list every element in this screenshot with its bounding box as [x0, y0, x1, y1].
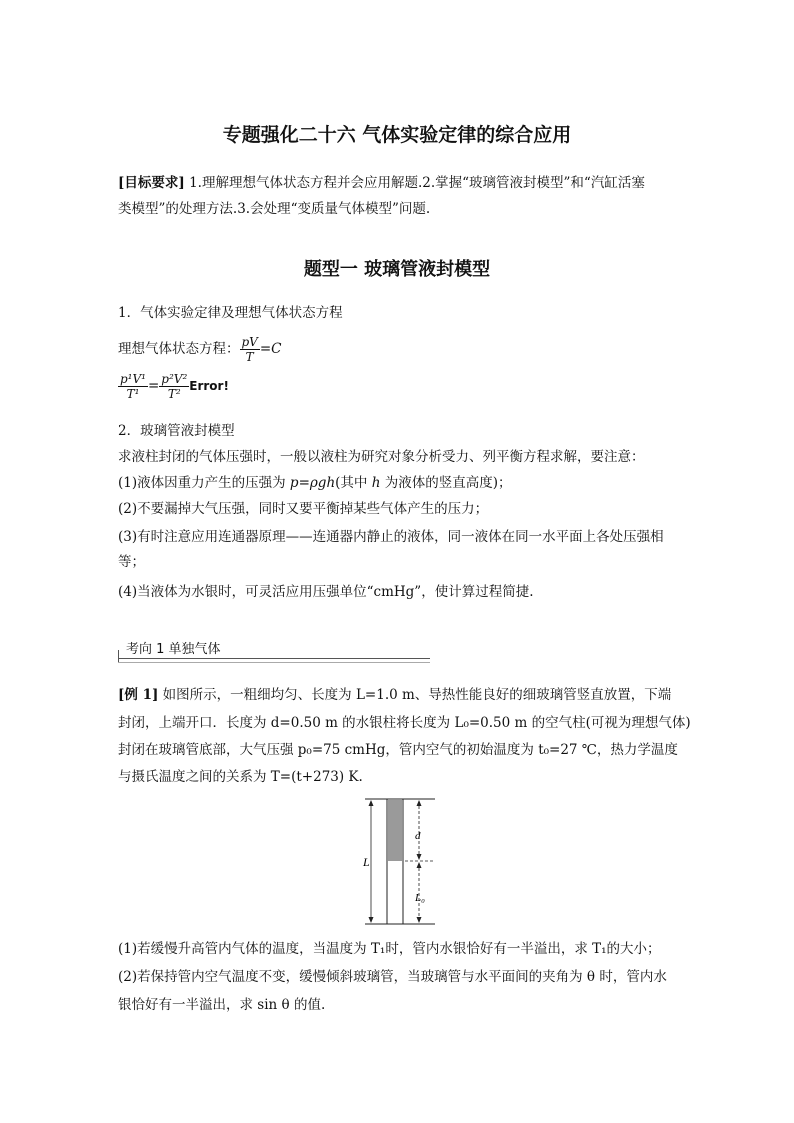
state-equation: [118, 372, 229, 401]
label-L0: L₀: [415, 892, 425, 904]
label-L: L: [363, 855, 370, 869]
paragraph-4: (3)有时注意应用连通器原理——连通器内静止的液体，同一液体在同一水平面上各处压强相: [118, 529, 664, 545]
L-arrow-bottom: [369, 917, 374, 923]
paragraph-5: (4)当液体为水银时，可灵活应用压强单位“cmHg”，使计算过程简捷.: [118, 584, 534, 600]
fraction-numerator: pV: [241, 335, 258, 349]
error-text: Error!: [189, 379, 229, 393]
equals-sign: =: [147, 378, 160, 394]
paragraph-4-cont: 等；: [118, 554, 145, 570]
paragraph-1: 求液柱封闭的气体压强时，一般以液柱为研究对象分析受力、列平衡方程求解，要注意：: [118, 449, 645, 465]
ideal-gas-label: 理想气体状态方程：: [118, 341, 240, 357]
question-2-line-1: (2)若保持管内空气温度不变，缓慢倾斜玻璃管，当玻璃管与水平面间的夹角为 θ 时，管内水: [118, 969, 667, 985]
glass-tube-figure: [355, 795, 445, 930]
left-denominator: T¹: [126, 387, 140, 401]
page-title: 专题强化二十六 气体实验定律的综合应用: [222, 124, 572, 146]
goals-label: [目标要求]: [118, 175, 185, 191]
L0-arrow-top: [417, 862, 422, 868]
ideal-gas-rhs: =C: [259, 341, 282, 357]
label-d: d: [415, 830, 421, 842]
section-bar-label: 考向 1 单独气体: [126, 642, 221, 657]
goals-text-1: 1.理解理想气体状态方程并会应用解题.2.掌握“玻璃管液封模型”和“汽缸活塞: [184, 175, 645, 191]
example-line-1: [118, 684, 671, 706]
example-label: [例 1]: [118, 687, 159, 703]
right-numerator: p²V²: [161, 372, 188, 386]
para2-c: 为液体的竖直高度)；: [380, 475, 512, 491]
section-bar-underline: [118, 662, 430, 663]
paragraph-2: [118, 472, 511, 494]
ideal-gas-fraction: [240, 335, 260, 364]
ideal-gas-equation: [118, 335, 282, 364]
section-title: 题型一 玻璃管液封模型: [303, 259, 491, 280]
right-denominator: T²: [167, 387, 181, 401]
section-bar: [118, 636, 430, 658]
L0-arrow-bottom: [417, 917, 422, 923]
d-arrow-top: [417, 800, 422, 806]
para2-h: h: [371, 475, 381, 491]
paragraph-3: (2)不要漏掉大气压强，同时又要平衡掉某些气体产生的压力；: [118, 501, 489, 517]
example-text-1: 如图所示，一粗细均匀、长度为 L=1.0 m、导热性能良好的细玻璃管竖直放置，下端: [158, 687, 672, 703]
right-fraction: [159, 372, 189, 401]
L-arrow-top: [369, 800, 374, 806]
item-2-heading: 2．玻璃管液封模型: [118, 423, 235, 439]
left-fraction: [118, 372, 148, 401]
question-2-line-2: 银恰好有一半溢出，求 sin θ 的值.: [118, 997, 326, 1013]
mercury-column: [388, 800, 402, 861]
section-bar-tick: [118, 650, 119, 662]
d-arrow-bottom: [417, 854, 422, 860]
para2-a: (1)液体因重力产生的压强为: [118, 475, 290, 491]
goals-line-1: [118, 172, 645, 194]
para2-b: (其中: [335, 475, 372, 491]
goals-line-2: 类模型”的处理方法.3.会处理“变质量气体模型”问题.: [118, 201, 431, 217]
question-1: (1)若缓慢升高管内气体的温度，当温度为 T₁时，管内水银恰好有一半溢出，求 T₁的大小；: [118, 941, 661, 957]
item-1-heading: 1．气体实验定律及理想气体状态方程: [118, 305, 343, 321]
example-line-4: 与摄氏温度之间的关系为 T=(t+273) K.: [118, 769, 363, 785]
fraction-denominator: T: [245, 350, 254, 364]
example-line-3: 封闭在玻璃管底部，大气压强 p₀=75 cmHg，管内空气的初始温度为 t₀=27 ℃，热力学温度: [118, 742, 678, 758]
para2-formula: p=ρgh: [289, 475, 336, 491]
section-bar-line: [118, 658, 430, 659]
example-line-2: 封闭，上端开口．长度为 d=0.50 m 的水银柱将长度为 L₀=0.50 m 的空气柱(可视为理想气体): [118, 715, 691, 731]
left-numerator: p¹V¹: [120, 372, 146, 386]
